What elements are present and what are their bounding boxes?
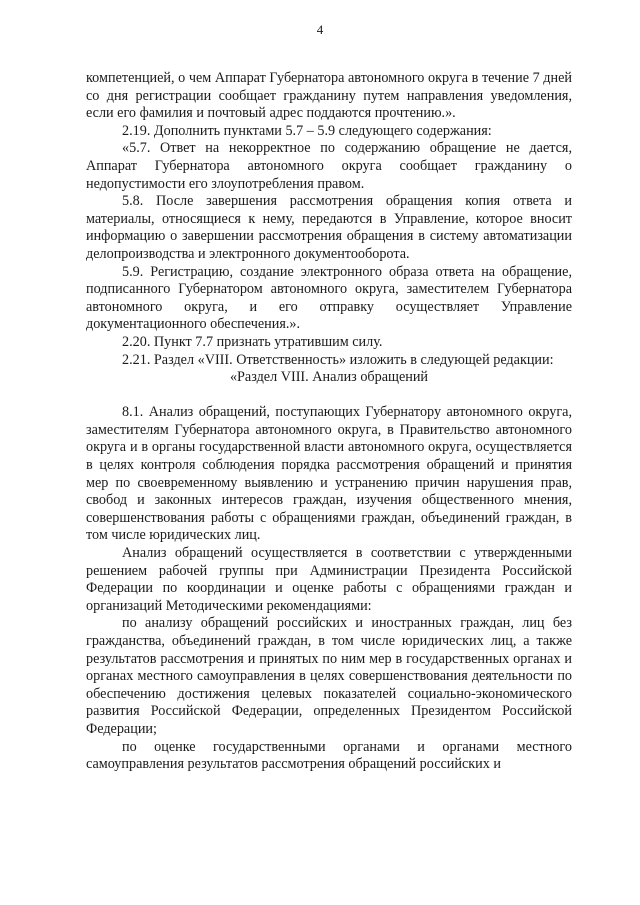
paragraph-item-8-1: 8.1. Анализ обращений, поступающих Губернатору автономного округа, заместителям Губернатора автономного округа, в Правительство автономного округа и в органы государственной власти автономного округа, осуществляется в целях контроля соблюдения порядка рассмотрения обращений и принятия мер по своевременному выявлению и устранению причин нарушения прав, свобод и законных интересов граждан, изучения общественного мнения, совершенствования работы с обращениями граждан, объединений граждан, в том числе юридических лиц.: [86, 404, 572, 544]
paragraph-item-2-21: 2.21. Раздел «VIII. Ответственность» изложить в следующей редакции:: [122, 351, 554, 368]
section-heading: «Раздел VIII. Анализ обращений: [229, 369, 429, 386]
paragraph-item-2-19: 2.19. Дополнить пунктами 5.7 – 5.9 следующего содержания:: [122, 122, 492, 139]
paragraph-analysis-basis: Анализ обращений осуществляется в соответствии с утвержденными решением рабочей группы при Администрации Президента Российской Федерации по координации и оценке работы с обращениями граждан и организаций Методическими рекомендациями:: [86, 545, 572, 614]
paragraph-continuation: компетенцией, о чем Аппарат Губернатора автономного округа в течение 7 дней со дня регистрации сообщает гражданину путем направления уведомления, если его фамилия и почтовый адрес поддаются прочтению.».: [86, 70, 572, 122]
paragraph-item-5-7: «5.7. Ответ на некорректное по содержанию обращение не дается, Аппарат Губернатора автономного округа сообщает гражданину о недопустимости его злоупотребления правом.: [86, 140, 572, 192]
paragraph-item-2-20: 2.20. Пункт 7.7 признать утратившим силу.: [122, 333, 383, 350]
page-number: 4: [316, 22, 324, 37]
paragraph-item-5-8: 5.8. После завершения рассмотрения обращения копия ответа и материалы, относящиеся к нему, передаются в Управление, которое вносит информацию о завершении рассмотрения обращения в систему автоматизации делопроизводства и электронного документооборота.: [86, 193, 572, 262]
paragraph-recommendation-2: по оценке государственными органами и органами местного самоуправления результатов рассмотрения обращений российских и: [86, 738, 572, 773]
document-body: [86, 70, 572, 774]
paragraph-recommendation-1: по анализу обращений российских и иностранных граждан, лиц без гражданства, объединений граждан, в том числе юридических лиц, а также результатов рассмотрения и принятых по ним мер в государственных органах и органах местного самоуправления в целях совершенствования деятельности по обеспечению достижения целевых показателей социально-экономического развития Российской Федерации, определенных Президентом Российской Федерации;: [86, 615, 572, 737]
paragraph-item-5-9: 5.9. Регистрацию, создание электронного образа ответа на обращение, подписанного Губернатором автономного округа, заместителем Губернатора автономного округа, и его отправку осуществляет Управление документационного обеспечения.».: [86, 263, 572, 333]
